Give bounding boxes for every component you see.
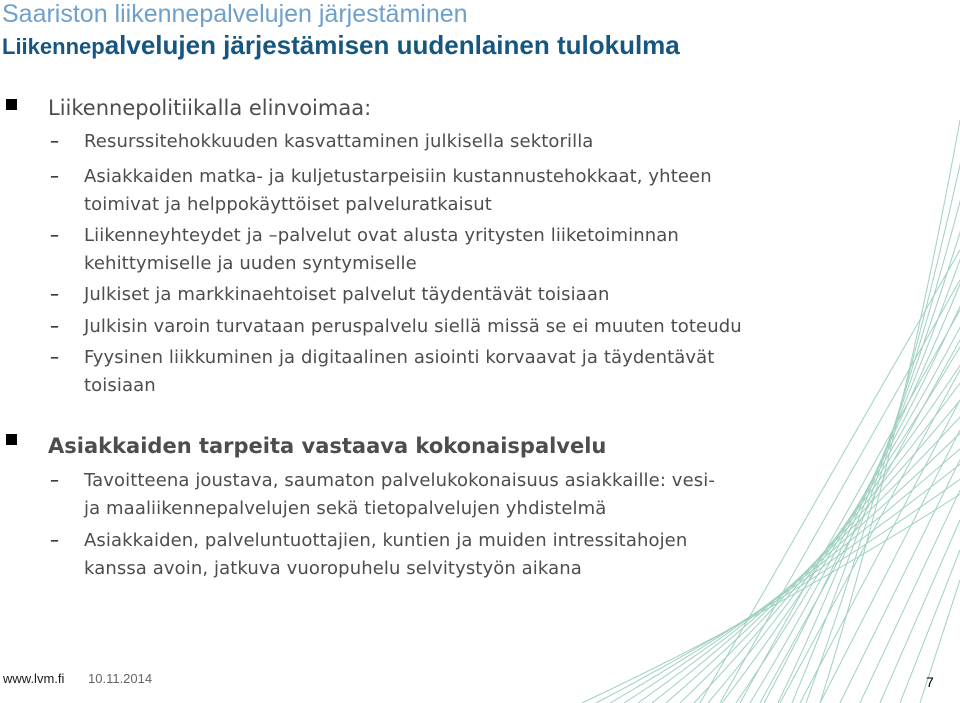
- list-item: Fyysinen liikkuminen ja digitaalinen asiointi korvaavat ja täydentävät: [84, 347, 715, 368]
- list-item: Liikenneyhteydet ja –palvelut ovat alusta yritysten liiketoiminnan: [84, 225, 679, 246]
- dash-marker: –: [50, 225, 59, 246]
- decorative-line: [806, 138, 960, 703]
- decorative-line: [820, 430, 960, 703]
- list-item: Resurssitehokkuuden kasvattaminen julkisella sektorilla: [84, 131, 594, 152]
- list-item: Tavoitteena joustava, saumaton palvelukokonaisuus asiakkaille: vesi-: [84, 470, 715, 491]
- decorative-line: [638, 354, 960, 703]
- decorative-line: [764, 192, 960, 703]
- list-item-continuation: toisiaan: [84, 375, 156, 396]
- decorative-line: [792, 156, 960, 703]
- list-item: Asiakkaiden matka- ja kuljetustarpeisiin kustannustehokkaat, yhteen: [84, 166, 712, 187]
- list-item: Julkiset ja markkinaehtoiset palvelut täydentävät toisiaan: [84, 284, 610, 305]
- list-item-continuation: kehittymiselle ja uuden syntymiselle: [84, 253, 417, 274]
- dash-marker: –: [50, 530, 59, 551]
- list-item: Julkisin varoin turvataan peruspalvelu siellä missä se ei muuten toteudu: [84, 316, 742, 337]
- dash-marker: –: [50, 284, 59, 305]
- decorative-line: [596, 408, 960, 703]
- decorative-line: [880, 520, 960, 703]
- decorative-line: [840, 460, 960, 703]
- list-item-continuation: kanssa avoin, jatkuva vuoropuhelu selvitystyön aikana: [84, 558, 582, 579]
- list-item: Asiakkaiden, palveluntuottajien, kuntien ja muiden intressitahojen: [84, 530, 688, 551]
- bullet-square-icon: [6, 434, 17, 445]
- dash-marker: –: [50, 347, 59, 368]
- list-item-continuation: toimivat ja helppokäyttöiset palveluratkaisut: [84, 194, 492, 215]
- dash-marker: –: [50, 470, 59, 491]
- section-heading-2: Asiakkaiden tarpeita vastaava kokonaispalvelu: [48, 434, 607, 458]
- page-number: 7: [926, 674, 934, 690]
- dash-marker: –: [50, 316, 59, 337]
- subtitle-part-1: Liikennep: [2, 34, 105, 59]
- decorative-line: [780, 370, 960, 703]
- dash-marker: –: [50, 131, 59, 152]
- list-item-continuation: ja maaliikennepalvelujen sekä tietopalvelujen yhdistelmä: [84, 498, 607, 519]
- subtitle-part-2: alvelujen järjestämisen uudenlainen tulokulma: [104, 30, 680, 60]
- dash-marker: –: [50, 166, 59, 187]
- bullet-square-icon: [6, 99, 17, 110]
- decorative-line: [582, 426, 960, 703]
- decorative-line: [694, 282, 960, 703]
- footer-date: 10.11.2014: [88, 671, 153, 686]
- page-title: Saariston liikennepalvelujen järjestäminen: [2, 0, 468, 28]
- page-subtitle: [2, 30, 680, 61]
- decorative-line: [720, 280, 960, 703]
- section-heading-1: Liikennepolitiikalla elinvoimaa:: [48, 96, 372, 120]
- footer-website: www.lvm.fi: [3, 671, 65, 686]
